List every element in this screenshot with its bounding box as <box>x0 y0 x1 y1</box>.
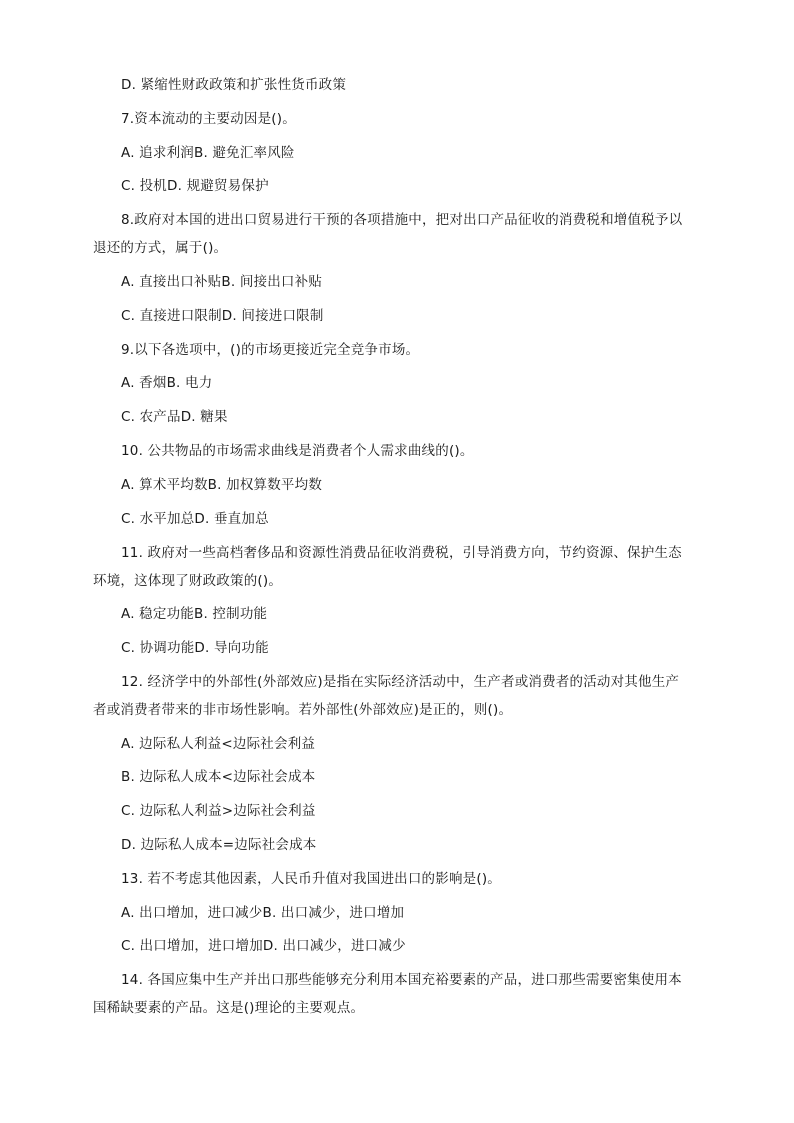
question-12: 12. 经济学中的外部性(外部效应)是指在实际经济活动中，生产者或消费者的活动对其他生产 <box>121 674 680 690</box>
option-line: D. 紧缩性财政政策和扩张性货币政策 <box>121 77 347 93</box>
question-8: 8.政府对本国的进出口贸易进行干预的各项措施中，把对出口产品征收的消费税和增值税予以 <box>121 212 683 228</box>
option-line: A. 稳定功能B. 控制功能 <box>121 606 268 622</box>
option-line: A. 追求利润B. 避免汇率风险 <box>121 145 295 161</box>
question-9: 9.以下各选项中，()的市场更接近完全竞争市场。 <box>121 342 420 358</box>
option-line: C. 投机D. 规避贸易保护 <box>121 178 269 194</box>
option-line: A. 出口增加，进口减少B. 出口减少，进口增加 <box>121 905 405 921</box>
option-line: C. 水平加总D. 垂直加总 <box>121 511 269 527</box>
question-7: 7.资本流动的主要动因是()。 <box>121 111 296 127</box>
question-12-continued: 者或消费者带来的非市场性影响。若外部性(外部效应)是正的，则()。 <box>93 702 513 718</box>
option-line: A. 直接出口补贴B. 间接出口补贴 <box>121 274 323 290</box>
question-13: 13. 若不考虑其他因素，人民币升值对我国进出口的影响是()。 <box>121 871 501 887</box>
option-line: C. 出口增加，进口增加D. 出口减少，进口减少 <box>121 938 406 954</box>
option-line: D. 边际私人成本=边际社会成本 <box>121 837 317 853</box>
question-8-continued: 退还的方式，属于()。 <box>93 240 228 256</box>
question-11-continued: 环境，这体现了财政政策的()。 <box>93 573 283 589</box>
option-line: C. 协调功能D. 导向功能 <box>121 640 269 656</box>
question-14-continued: 国稀缺要素的产品。这是()理论的主要观点。 <box>93 1000 365 1016</box>
option-line: B. 边际私人成本<边际社会成本 <box>121 769 316 785</box>
option-line: C. 农产品D. 糖果 <box>121 409 228 425</box>
option-line: A. 算术平均数B. 加权算数平均数 <box>121 477 323 493</box>
option-line: C. 边际私人利益>边际社会利益 <box>121 803 316 819</box>
option-line: A. 边际私人利益<边际社会利益 <box>121 736 316 752</box>
question-11: 11. 政府对一些高档奢侈品和资源性消费品征收消费税，引导消费方向，节约资源、保护生态 <box>121 545 682 561</box>
option-line: A. 香烟B. 电力 <box>121 375 213 391</box>
question-14: 14. 各国应集中生产并出口那些能够充分利用本国充裕要素的产品，进口那些需要密集使用本 <box>121 972 682 988</box>
option-line: C. 直接进口限制D. 间接进口限制 <box>121 308 324 324</box>
question-10: 10. 公共物品的市场需求曲线是消费者个人需求曲线的()。 <box>121 443 474 459</box>
